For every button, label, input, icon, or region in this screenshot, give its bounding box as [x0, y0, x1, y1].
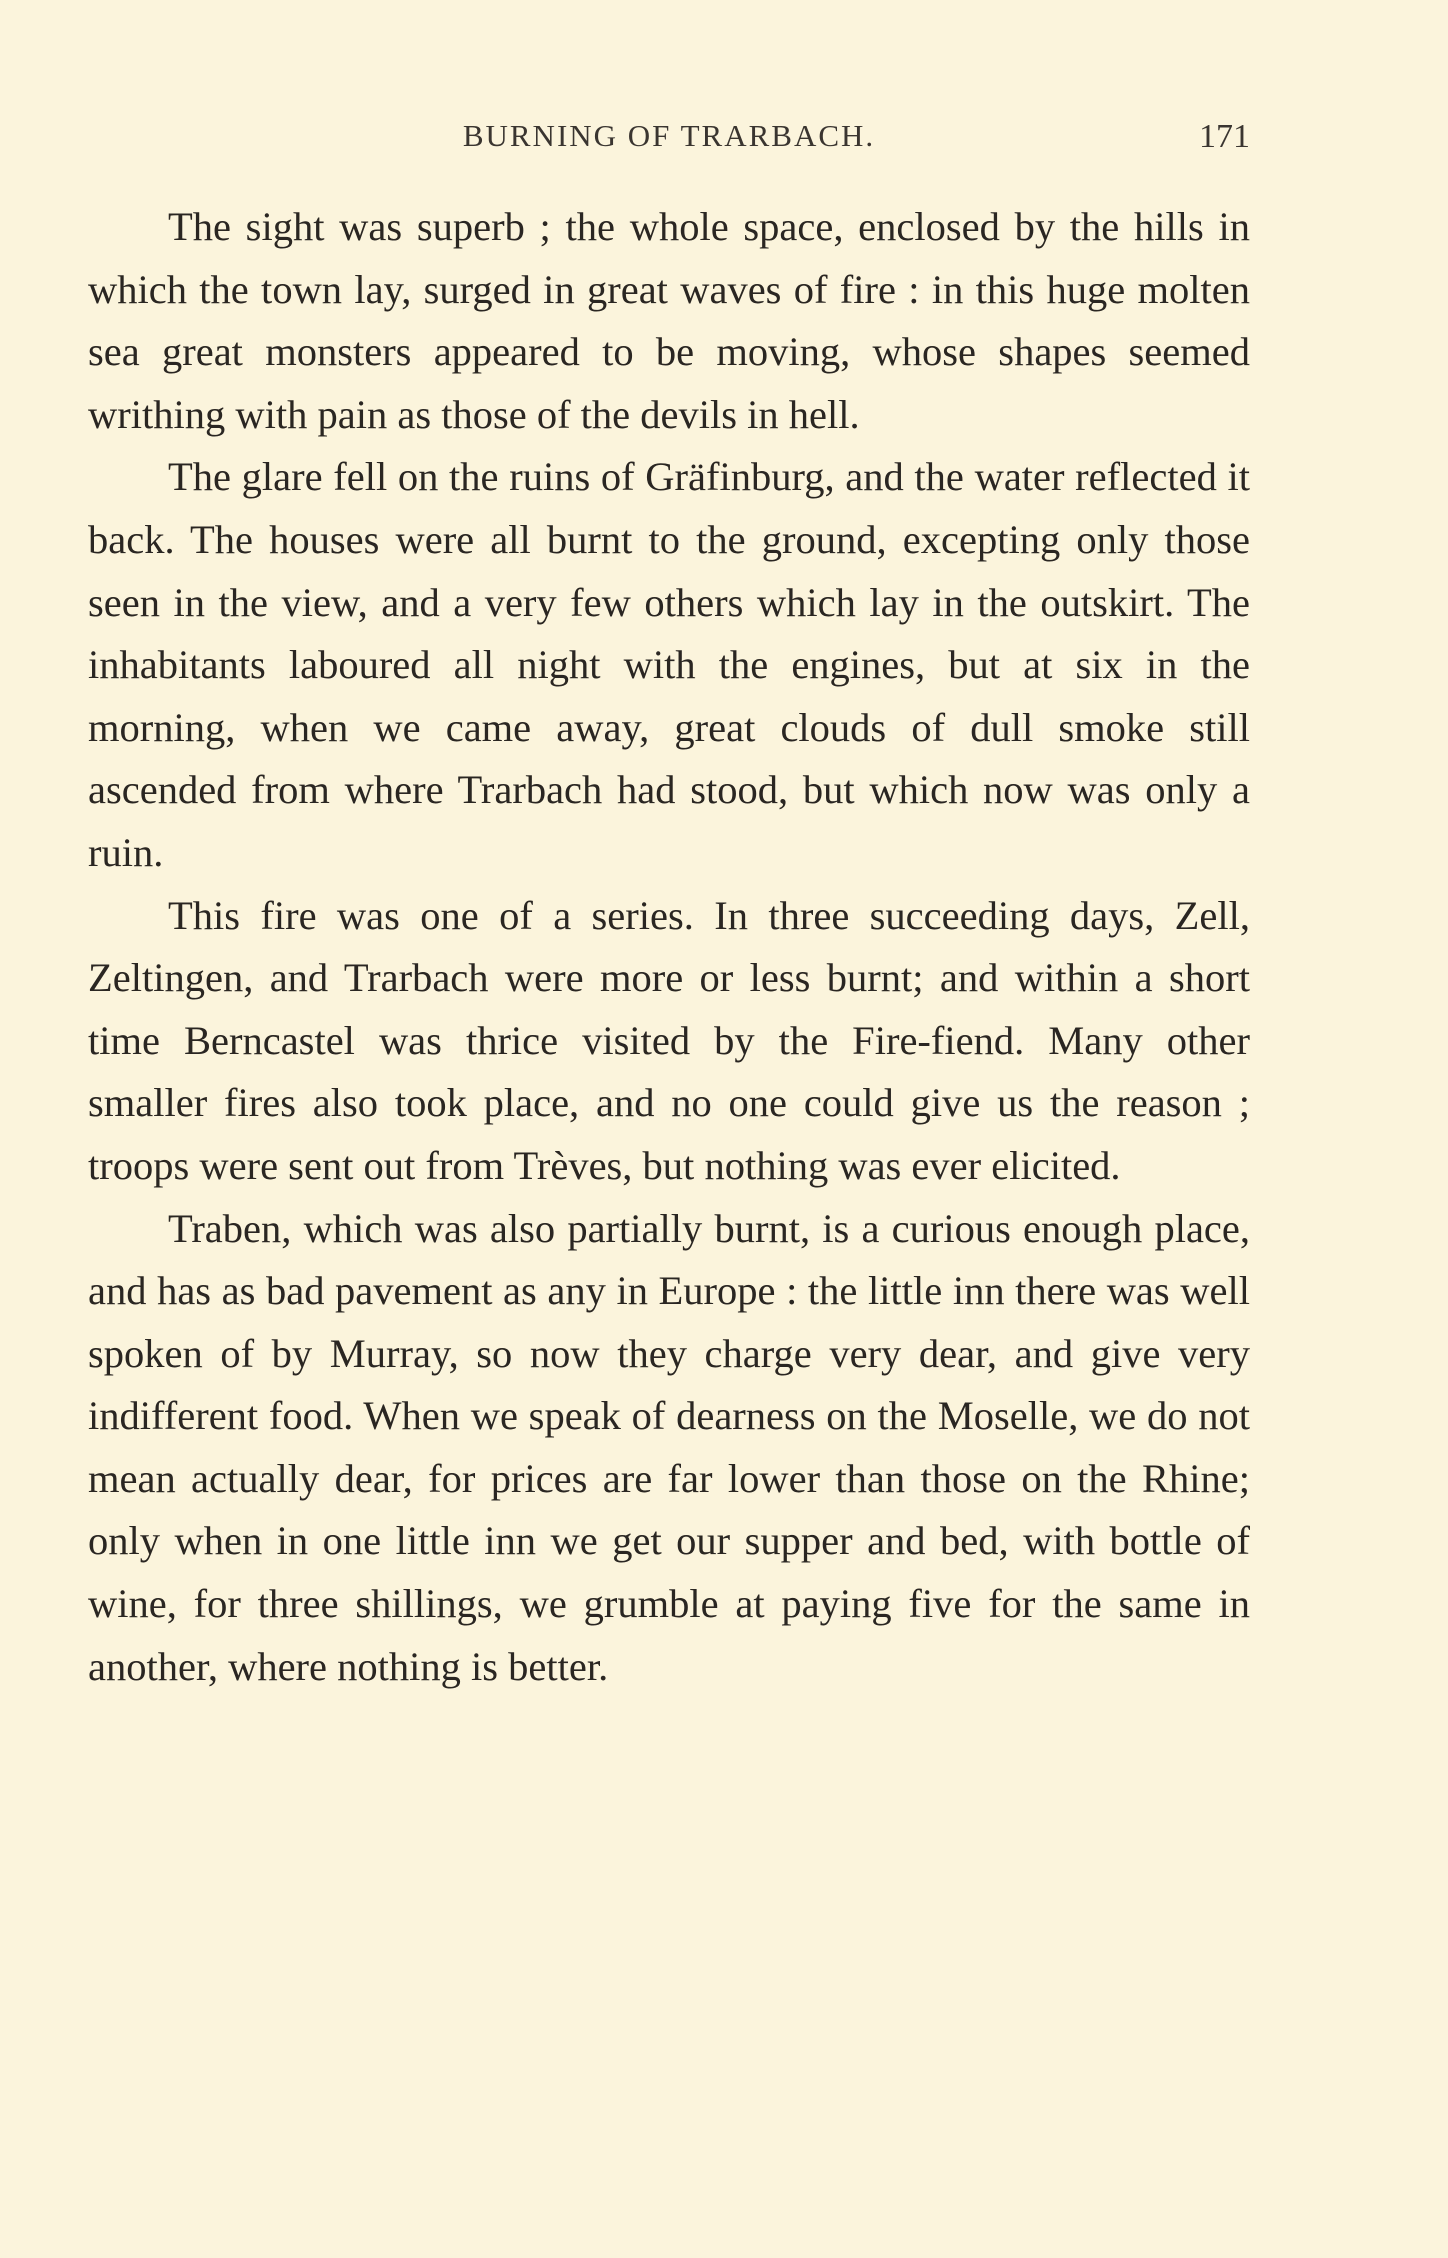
page-number: 171 — [1199, 118, 1250, 155]
paragraph-1: The sight was superb ; the whole space, enclosed by the hills in which the town lay, surged in great waves of fire : in this huge molten sea great monsters appeared to be moving, whose shapes seemed writhing with pain as those of the devils in hell. — [88, 204, 1250, 437]
running-title: BURNING OF TRARBACH. — [462, 118, 876, 153]
running-head — [88, 118, 1250, 158]
body-text — [88, 196, 1250, 1698]
paragraph-2: The glare fell on the ruins of Gräfinburg, and the water reflected it back. The houses were all burnt to the ground, excepting only those seen in the view, and a very few others which lay in the outskirt. The inhabitants laboured all night with the engines, but at six in the morning, when we came away, great clouds of dull smoke still ascended from where Trarbach had stood, but which now was only a ruin. — [88, 454, 1250, 875]
paragraph-4: Traben, which was also partially burnt, is a curious enough place, and has as bad pavement as any in Europe : the little inn there was well spoken of by Murray, so now they charge very dear, and give very indifferent food. When we speak of dearness on the Moselle, we do not mean actually dear, for prices are far lower than those on the Rhine; only when in one little inn we get our supper and bed, with bottle of wine, for three shillings, we grumble at paying five for the same in another, where nothing is better. — [88, 1205, 1250, 1689]
paragraph-3: This fire was one of a series. In three succeeding days, Zell, Zeltingen, and Trarbach were more or less burnt; and within a short time Berncastel was thrice visited by the Fire-fiend. Many other smaller fires also took place, and no one could give us the reason ; troops were sent out from Trèves, but nothing was ever elicited. — [88, 892, 1250, 1188]
